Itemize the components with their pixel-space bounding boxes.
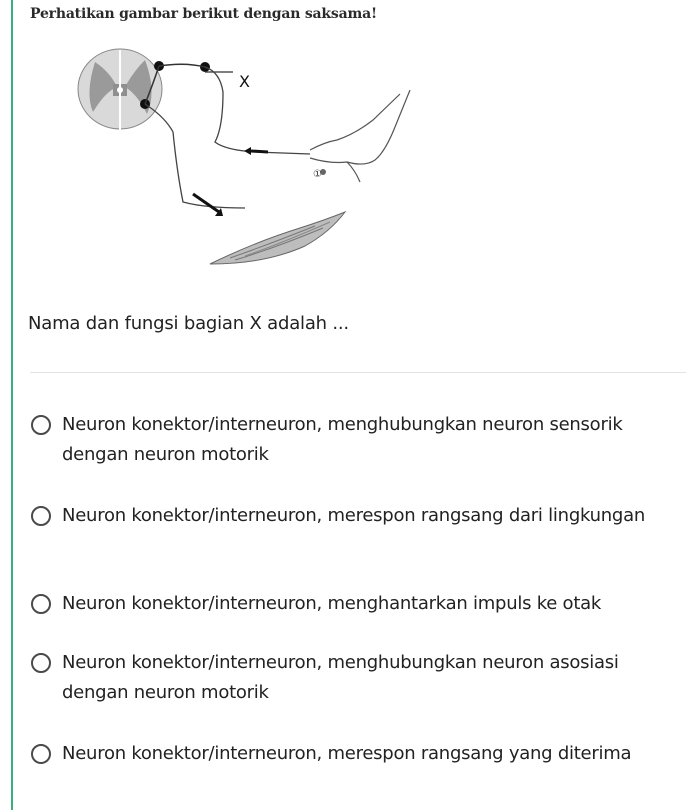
option-label: Neuron konektor/interneuron, menghantarkan impuls ke otak [62,593,602,614]
question-text: Nama dan fungsi bagian X adalah ... [28,313,349,334]
radio-button[interactable] [31,744,51,764]
radio-button[interactable] [31,653,51,673]
label-x: X [239,72,250,91]
option-label: Neuron konektor/interneuron, merespon rangsang yang diterima [62,743,632,764]
question-card [13,0,686,810]
radio-button[interactable] [31,594,51,614]
option-label: Neuron konektor/interneuron, menghubungkan neuron sensorik dengan neuron motorik [62,414,623,465]
option-label: Neuron konektor/interneuron, merespon rangsang dari lingkungan [62,505,646,526]
radio-button[interactable] [31,415,51,435]
radio-button[interactable] [31,506,51,526]
instruction-text: Perhatikan gambar berikut dengan saksama! [30,6,377,22]
accent-bar [0,0,13,810]
option-label: Neuron konektor/interneuron, menghubungkan neuron asosiasi dengan neuron motorik [62,652,619,703]
label-small: ① [313,169,322,180]
answer-options [13,0,686,810]
